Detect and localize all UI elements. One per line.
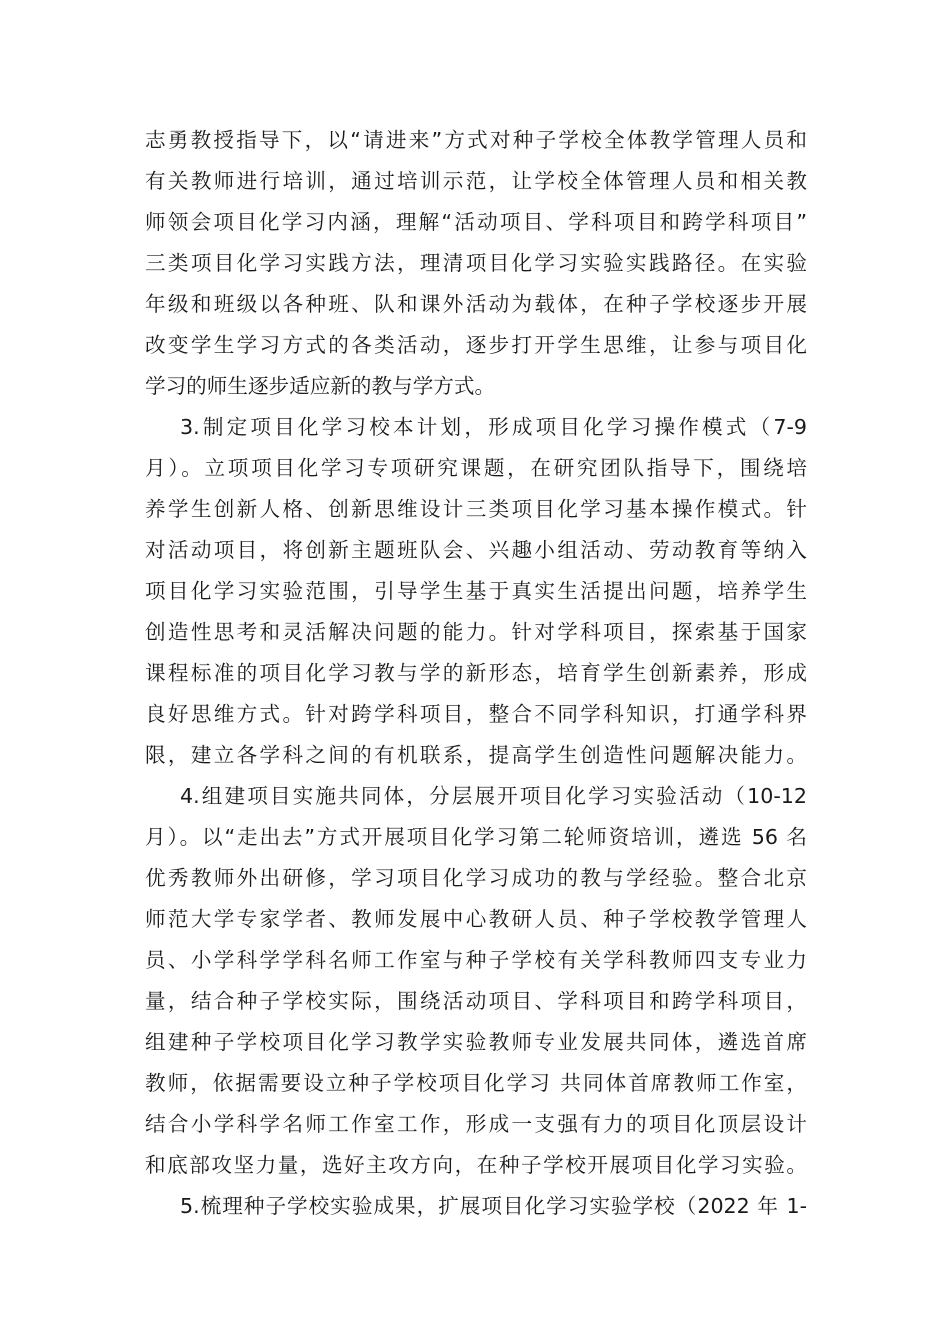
text-line: 创造性思考和灵活解决问题的能力。针对学科项目，探索基于国家: [145, 620, 807, 644]
text-line: 对活动项目，将创新主题班队会、兴趣小组活动、劳动教育等纳入: [145, 538, 807, 562]
text-line: 三类项目化学习实践方法，理清项目化学习实验实践路径。在实验: [145, 251, 807, 275]
body-text: [145, 120, 807, 1227]
text-line: 3.制定项目化学习校本计划，形成项目化学习操作模式（7-9: [180, 415, 807, 439]
text-line: 项目化学习实验范围，引导学生基于真实生活提出问题，培养学生: [145, 579, 807, 603]
text-line: 养学生创新人格、创新思维设计三类项目化学习基本操作模式。针: [145, 497, 807, 521]
text-line: 月）。立项项目化学习专项研究课题，在研究团队指导下，围绕培: [145, 456, 807, 480]
text-line: 改变学生学习方式的各类活动，逐步打开学生思维，让参与项目化: [145, 333, 807, 357]
text-line: 和底部攻坚力量，选好主攻方向，在种子学校开展项目化学习实验。: [145, 1153, 807, 1177]
text-line: 有关教师进行培训，通过培训示范，让学校全体管理人员和相关教: [145, 169, 807, 193]
text-line: 良好思维方式。针对跨学科项目，整合不同学科知识，打通学科界: [145, 702, 807, 726]
text-line: 5.梳理种子学校实验成果，扩展项目化学习实验学校（2022 年 1-: [180, 1194, 807, 1218]
text-line: 结合小学科学名师工作室工作，形成一支强有力的项目化顶层设计: [145, 1112, 807, 1136]
text-line: 组建种子学校项目化学习教学实验教师专业发展共同体，遴选首席: [145, 1030, 807, 1054]
text-line: 师领会项目化学习内涵，理解“活动项目、学科项目和跨学科项目”: [145, 210, 807, 234]
text-line: 课程标准的项目化学习教与学的新形态，培育学生创新素养，形成: [145, 661, 807, 685]
text-line: 师范大学专家学者、教师发展中心教研人员、种子学校教学管理人: [145, 907, 807, 931]
text-line: 教师，依据需要设立种子学校项目化学习 共同体首席教师工作室，: [145, 1071, 807, 1095]
text-line: 年级和班级以各种班、队和课外活动为载体，在种子学校逐步开展: [145, 292, 807, 316]
text-line: 4.组建项目实施共同体，分层展开项目化学习实验活动（10-12: [180, 784, 807, 808]
text-line: 优秀教师外出研修，学习项目化学习成功的教与学经验。整合北京: [145, 866, 807, 890]
text-line: 月）。以“走出去”方式开展项目化学习第二轮师资培训，遴选 56 名: [145, 825, 807, 849]
text-line: 限，建立各学科之间的有机联系，提高学生创造性问题解决能力。: [145, 743, 807, 767]
text-line: 志勇教授指导下，以“请进来”方式对种子学校全体教学管理人员和: [145, 128, 807, 152]
text-line: 学习的师生逐步适应新的教与学方式。: [145, 374, 496, 398]
text-line: 量，结合种子学校实际，围绕活动项目、学科项目和跨学科项目，: [145, 989, 807, 1013]
text-line: 员、小学科学学科名师工作室与种子学校有关学科教师四支专业力: [145, 948, 807, 972]
